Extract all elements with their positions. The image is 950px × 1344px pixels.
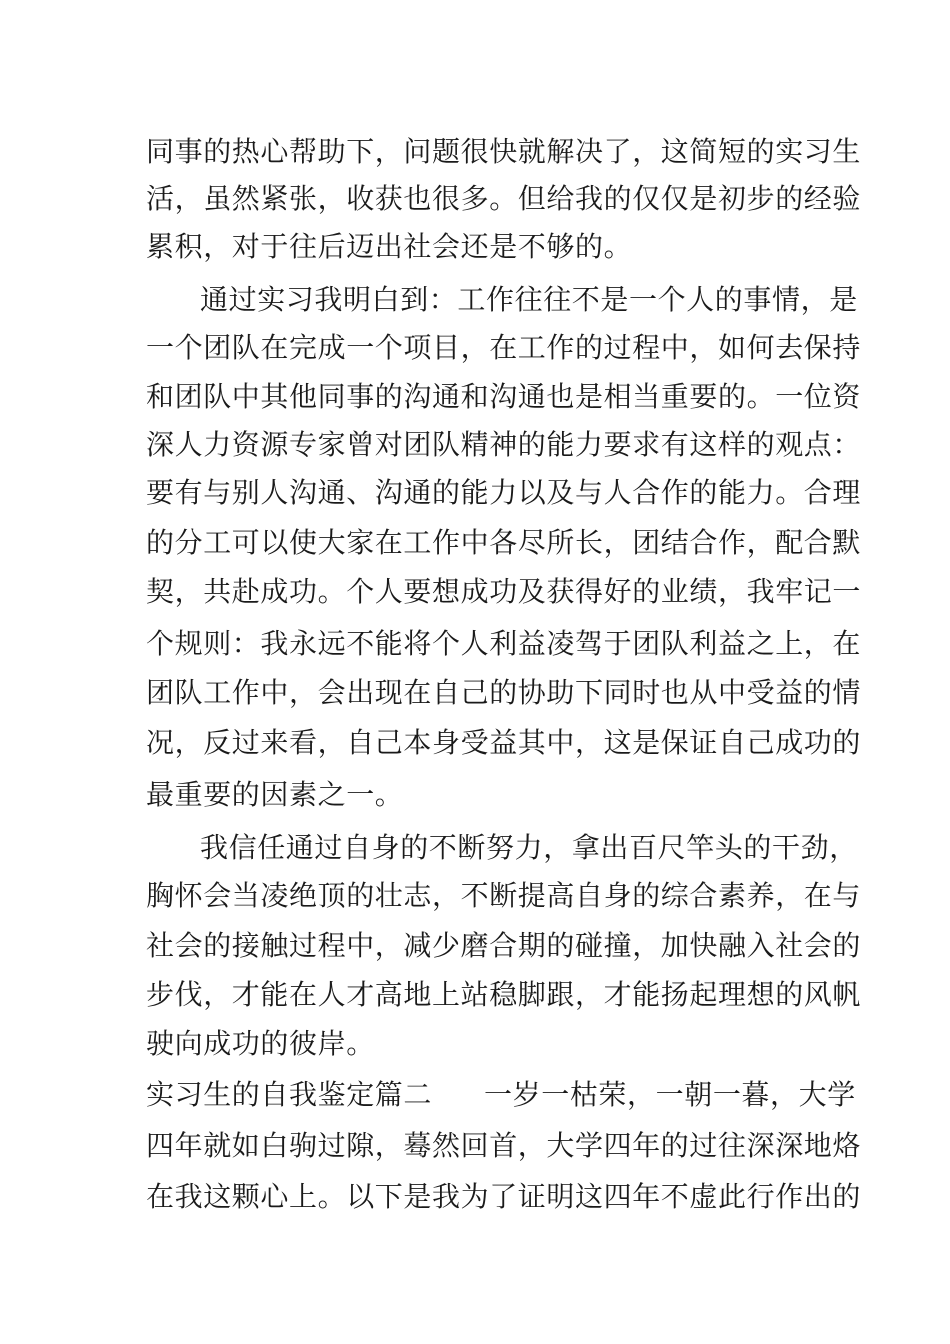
text-line: 要有与别人沟通、沟通的能力以及与人合作的能力。合理 bbox=[146, 476, 862, 509]
paragraph-start-line: 我信任通过自身的不断努力，拿出百尺竿头的干劲， bbox=[200, 831, 858, 864]
text-line: 个规则：我永远不能将个人利益凌驾于团队利益之上，在 bbox=[146, 627, 862, 660]
section-heading-line bbox=[146, 1073, 856, 1117]
text-line: 况，反过来看，自己本身受益其中，这是保证自己成功的 bbox=[146, 726, 862, 759]
text-line: 累积，对于往后迈出社会还是不够的。 bbox=[146, 230, 633, 263]
text-line: 最重要的因素之一。 bbox=[146, 778, 404, 811]
text-line: 一个团队在完成一个项目，在工作的过程中，如何去保持 bbox=[146, 331, 862, 364]
section-heading: 实习生的自我鉴定篇二 bbox=[146, 1078, 433, 1111]
text-line: 活，虽然紧张，收获也很多。但给我的仅仅是初步的经验 bbox=[146, 182, 862, 215]
text-line: 和团队中其他同事的沟通和沟通也是相当重要的。一位资 bbox=[146, 380, 862, 413]
section-text: 一岁一枯荣，一朝一暮，大学 bbox=[484, 1078, 856, 1111]
text-line: 深人力资源专家曾对团队精神的能力要求有这样的观点： bbox=[146, 428, 862, 461]
text-line: 步伐，才能在人才高地上站稳脚跟，才能扬起理想的风帆 bbox=[146, 978, 862, 1011]
text-line: 胸怀会当凌绝顶的壮志，不断提高自身的综合素养，在与 bbox=[146, 879, 862, 912]
paragraph-start-line: 通过实习我明白到：工作往往不是一个人的事情，是 bbox=[200, 283, 858, 316]
text-line: 契，共赴成功。个人要想成功及获得好的业绩，我牢记一 bbox=[146, 575, 862, 608]
text-line: 的分工可以使大家在工作中各尽所长，团结合作，配合默 bbox=[146, 526, 862, 559]
text-line: 同事的热心帮助下，问题很快就解决了，这简短的实习生 bbox=[146, 135, 862, 168]
text-line: 驶向成功的彼岸。 bbox=[146, 1027, 375, 1060]
text-line: 社会的接触过程中，减少磨合期的碰撞，加快融入社会的 bbox=[146, 929, 862, 962]
text-line: 团队工作中，会出现在自己的协助下同时也从中受益的情 bbox=[146, 676, 862, 709]
text-line: 四年就如白驹过隙，蓦然回首，大学四年的过往深深地烙 bbox=[146, 1129, 862, 1162]
text-line: 在我这颗心上。以下是我为了证明这四年不虚此行作出的 bbox=[146, 1180, 862, 1213]
